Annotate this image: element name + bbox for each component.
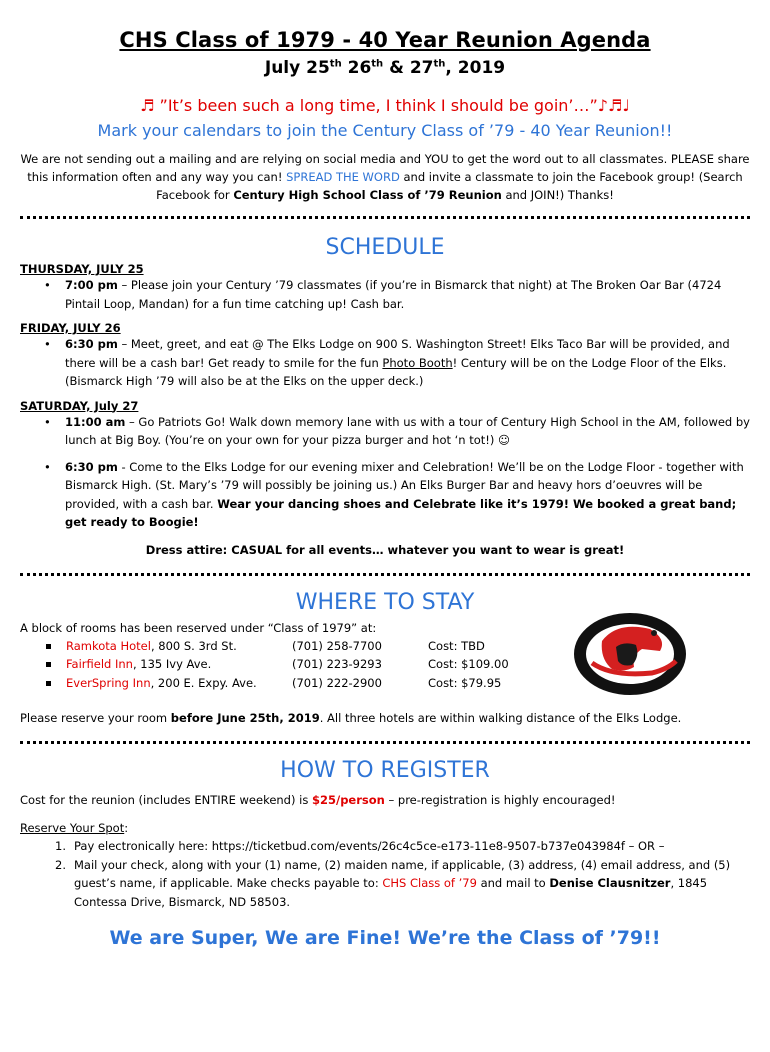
saturday-item-2: • 6:30 pm - Come to the Elks Lodge for our evening mixer and Celebration! We’ll be on the Lodge Floor - together with Bismarck High. (St. Mary’s ’79 will possibly be joining us.) An Elks Burger Bar and heavy hors d’oeuvres will be provided, with a cash bar. Wear your dancing shoes and Celebrate like it’s 1979! We booked a great band; get ready to Boogie!	[20, 458, 750, 532]
cost-amount: $25/person	[311, 793, 385, 807]
saturday-heading: SATURDAY, July 27	[20, 398, 139, 413]
ticketbud-link[interactable]: Pay electronically here: https://ticketbud.com/events/26c4c5ce-e173-11e8-9507-b737e043984f – OR –	[74, 839, 665, 853]
schedule-heading: SCHEDULE	[325, 235, 445, 260]
register-option-1: 1. Pay electronically here: https://ticketbud.com/events/26c4c5ce-e173-11e8-9507-b737e043984f – OR –	[20, 837, 750, 856]
reserve-note: Please reserve your room before June 25th, 2019. All three hotels are within walking distance of the Elks Lodge.	[20, 711, 682, 725]
hotels-intro: A block of rooms has been reserved under “Class of 1979” at:	[20, 620, 377, 635]
facebook-group-name: Century High School Class of ’79 Reunion	[233, 188, 502, 202]
section-divider	[20, 216, 750, 219]
thursday-heading: THURSDAY, JULY 25	[20, 262, 144, 276]
where-to-stay-heading: WHERE TO STAY	[295, 589, 475, 615]
bullet-square-icon	[20, 674, 66, 693]
register-option-2: 2. Mail your check, along with your (1) name, (2) maiden name, if applicable, (3) address, (4) email address, and (5) guest’s name, if applicable. Make checks payable to: CHS Class of ’79 and mail to Denise Clausnitzer, 1845 Contessa Drive, Bismarck, ND 58503.	[55, 857, 731, 909]
thursday-item: • 7:00 pm – Please join your Century ’79 classmates (if you’re in Bismarck that night) at The Broken Oar Bar (4724 Pintail Loop, Mandan) for a fun time catching up! Cash bar.	[20, 276, 750, 313]
century-high-patriot-logo	[572, 611, 688, 697]
event-dates: July 25th 26th & 27th, 2019	[264, 58, 506, 78]
hotel-row: Ramkota Hotel, 800 S. 3rd St. (701) 258-7700 Cost: TBD	[20, 637, 750, 656]
spread-the-word: SPREAD THE WORD	[286, 170, 400, 184]
reserve-spot-label: Reserve Your Spot:	[20, 821, 129, 835]
section-divider	[20, 573, 750, 576]
hotels-block	[20, 619, 750, 693]
how-to-register-heading: HOW TO REGISTER	[280, 758, 490, 783]
intro-paragraph: We are not sending out a mailing and are relying on social media and YOU to get the word out to all classmates. PLEASE share this information often and any way you can! SPREAD THE WORD and invite a classmate to join the Facebook group! (Search Facebook for Century High School Class of ’79 Reunion and JOIN!) Thanks!	[20, 152, 750, 202]
friday-item: • 6:30 pm – Meet, greet, and eat @ The Elks Lodge on 900 S. Washington Street! Elks Taco Bar will be provided, and there will be a cash bar! Get ready to smile for the fun Photo Booth! Century will be on the Lodge Floor of the Elks. (Bismarck High ’79 will also be at the Elks on the upper deck.)	[20, 335, 750, 391]
dress-attire: Dress attire: CASUAL for all events… whatever you want to wear is great!	[145, 542, 625, 557]
mark-calendars-text: Mark your calendars to join the Century Class of ’79 - 40 Year Reunion!!	[97, 121, 673, 140]
hotel-row: Fairfield Inn, 135 Ivy Ave. (701) 223-9293 Cost: $109.00	[20, 655, 750, 674]
friday-heading: FRIDAY, JULY 26	[20, 321, 121, 335]
cost-line: Cost for the reunion (includes ENTIRE weekend) is $25/person – pre-registration is highly encouraged!	[20, 793, 616, 807]
bullet-square-icon	[20, 655, 66, 674]
footer-slogan: We are Super, We are Fine! We’re the Class of ’79!!	[109, 927, 661, 949]
photo-booth-text: Photo Booth	[382, 355, 453, 370]
section-divider	[20, 741, 750, 744]
song-lyric: ♬ ”It’s been such a long time, I think I should be goin’…”♪♬♩	[140, 96, 630, 115]
hotel-row: EverSpring Inn, 200 E. Expy. Ave. (701) 222-2900 Cost: $79.95	[20, 674, 750, 693]
bullet-square-icon	[20, 637, 66, 656]
reunion-agenda-page	[0, 28, 770, 1052]
page-title: CHS Class of 1979 - 40 Year Reunion Agenda	[119, 28, 651, 52]
saturday-item-1: • 11:00 am – Go Patriots Go! Walk down memory lane with us with a tour of Century High School in the AM, followed by lunch at Big Boy. (You’re on your own for your pizza burger and hot ‘n tot!) ☺	[20, 413, 750, 450]
